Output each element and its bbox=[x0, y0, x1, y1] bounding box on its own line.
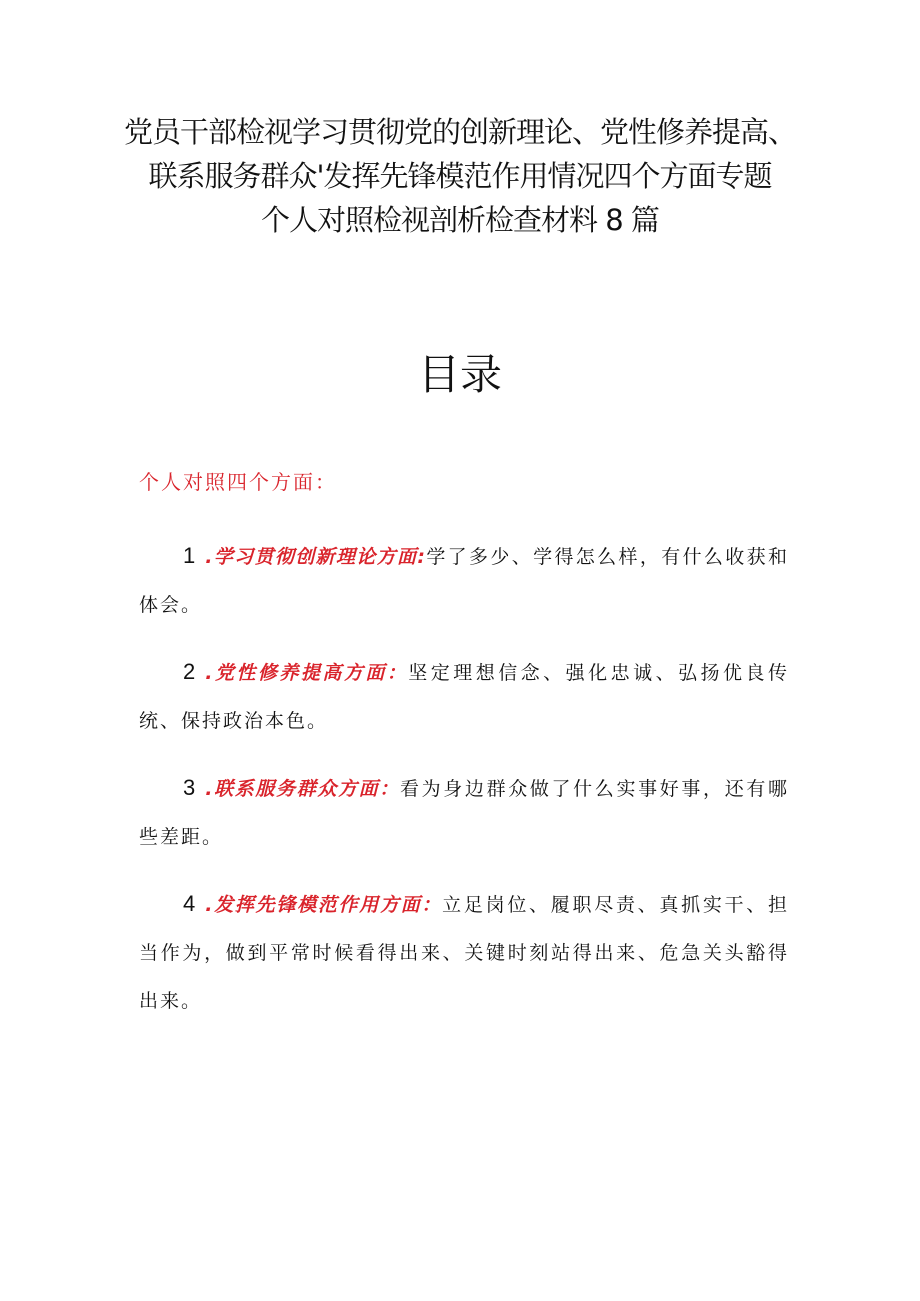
item-body: 坚定理想信念、强化忠诚、弘扬优良传统、保持政治本色。 bbox=[139, 662, 789, 732]
item-heading: .联系服务群众方面： bbox=[205, 778, 400, 800]
list-item-2 bbox=[139, 648, 789, 745]
list-item-4 bbox=[139, 880, 789, 1025]
item-body: 立足岗位、履职尽责、真抓实干、担当作为，做到平常时候看得出来、关键时刻站得出来、危急关头豁得出来。 bbox=[139, 894, 789, 1012]
item-heading: .学习贯彻创新理论方面: bbox=[205, 546, 426, 568]
item-number: 3 bbox=[183, 775, 196, 800]
title-line-1: 党员干部检视学习贯彻党的创新理论、党性修养提高、 bbox=[123, 115, 796, 149]
item-list bbox=[139, 513, 789, 1025]
item-number: 1 bbox=[183, 543, 196, 568]
item-heading: .党性修养提高方面： bbox=[205, 662, 409, 684]
list-item-1 bbox=[139, 532, 789, 629]
document-title bbox=[0, 110, 920, 242]
list-item-3 bbox=[139, 764, 789, 861]
item-body: 学了多少、学得怎么样，有什么收获和体会。 bbox=[139, 546, 789, 616]
item-number: 4 bbox=[183, 891, 196, 916]
title-line-3: 个人对照检视剖析检查材料 8 篇 bbox=[261, 203, 659, 237]
item-heading: .发挥先锋模范作用方面： bbox=[205, 894, 443, 916]
section-label: 个人对照四个方面： bbox=[139, 470, 337, 494]
toc-heading: 目录 bbox=[417, 350, 502, 399]
item-body: 看为身边群众做了什么实事好事，还有哪些差距。 bbox=[139, 778, 789, 848]
title-line-2: 联系服务群众'发挥先锋模范作用情况四个方面专题 bbox=[148, 159, 772, 193]
item-number: 2 bbox=[183, 659, 196, 684]
